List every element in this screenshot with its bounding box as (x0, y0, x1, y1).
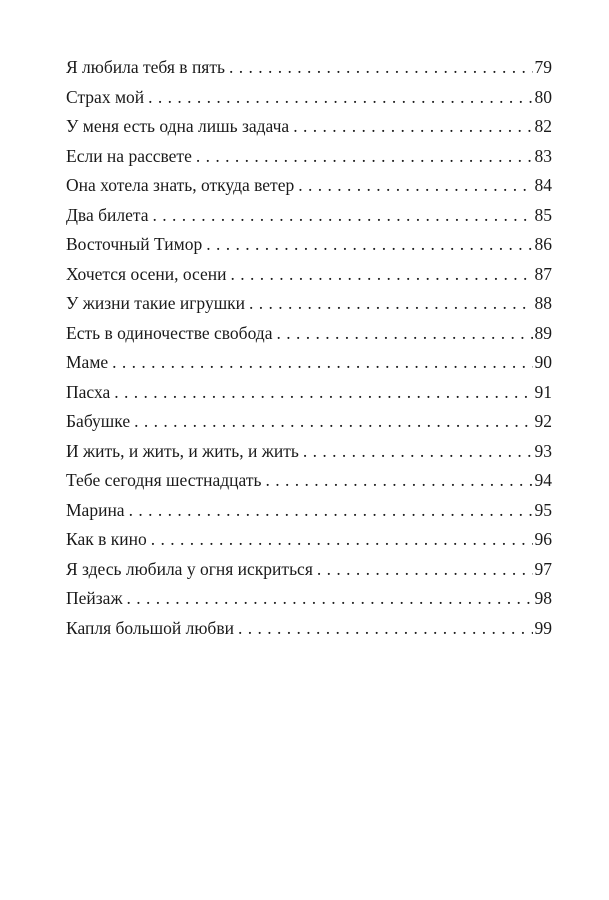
toc-leader-dots (112, 348, 532, 378)
toc-entry-title: Марина (66, 499, 125, 520)
toc-entry (66, 319, 552, 349)
toc-entry-page: 94 (534, 470, 552, 490)
toc-entry-page: 97 (534, 558, 552, 579)
toc-entry-title: Она хотела знать, откуда ветер (66, 175, 295, 195)
toc-entry (66, 112, 552, 142)
toc-entry-page: 86 (534, 234, 552, 254)
toc-entry (66, 555, 552, 585)
toc-entry-page: 88 (534, 293, 552, 313)
toc-entry (66, 407, 552, 437)
toc-entry-page: 93 (534, 440, 552, 461)
toc-entry-title: Пейзаж (66, 588, 123, 608)
toc-leader-dots (206, 230, 532, 260)
toc-entry-title: Есть в одиночестве свобода (66, 322, 273, 343)
toc-entry-title: Тебе сегодня шестнадцать (66, 470, 262, 490)
toc-entry-page: 80 (534, 86, 552, 107)
toc-entry-title: Восточный Тимор (66, 234, 203, 254)
toc-entry (66, 348, 552, 378)
toc-entry-page: 79 (534, 57, 552, 77)
toc-entry (66, 496, 552, 526)
toc-entry (66, 83, 552, 113)
toc-entry-title: У меня есть одна лишь задача (66, 116, 290, 136)
toc-leader-dots (151, 525, 533, 555)
toc-entry-page: 89 (534, 322, 552, 343)
toc-entry-title: Я любила тебя в пять (66, 57, 225, 77)
toc-entry-title: Я здесь любила у огня искриться (66, 558, 313, 579)
toc-entry-page: 84 (534, 175, 552, 195)
toc-leader-dots (298, 171, 532, 201)
toc-entry (66, 437, 552, 467)
toc-entry (66, 378, 552, 408)
toc-entry (66, 53, 552, 83)
toc-entry (66, 525, 552, 555)
toc-leader-dots (196, 142, 533, 172)
toc-entry (66, 584, 552, 614)
toc-leader-dots (303, 437, 533, 467)
toc-entry-page: 83 (534, 145, 552, 166)
toc-leader-dots (317, 555, 533, 585)
toc-entry-title: И жить, и жить, и жить, и жить (66, 440, 299, 461)
toc-entry (66, 289, 552, 319)
toc-entry-title: Капля большой любви (66, 617, 234, 638)
toc-entry-title: Как в кино (66, 529, 147, 549)
toc-entry (66, 230, 552, 260)
toc-entry (66, 201, 552, 231)
toc-entry-page: 95 (534, 499, 552, 520)
toc-leader-dots (229, 53, 533, 83)
toc-entry-title: Если на рассвете (66, 145, 192, 166)
toc-entry (66, 466, 552, 496)
toc-leader-dots (129, 496, 533, 526)
toc-leader-dots (276, 319, 532, 349)
toc-entry-page: 92 (534, 411, 552, 431)
toc-entry-page: 90 (534, 352, 552, 372)
toc-leader-dots (148, 83, 532, 113)
toc-entry (66, 614, 552, 644)
toc-entry-page: 82 (534, 116, 552, 136)
toc-entry (66, 171, 552, 201)
toc-entry-title: Маме (66, 352, 109, 372)
toc-entry (66, 142, 552, 172)
toc-leader-dots (293, 112, 532, 142)
toc-entry-page: 85 (534, 204, 552, 225)
toc-entry-title: У жизни такие игрушки (66, 293, 246, 313)
toc-leader-dots (231, 260, 533, 290)
toc-entry-page: 87 (534, 263, 552, 284)
toc-leader-dots (114, 378, 532, 408)
toc-entry-title: Пасха (66, 381, 111, 402)
toc-entry-page: 96 (534, 529, 552, 549)
toc-leader-dots (127, 584, 533, 614)
toc-entry-title: Страх мой (66, 86, 145, 107)
toc-entry (66, 260, 552, 290)
toc-entry-title: Хочется осени, осени (66, 263, 227, 284)
toc-entry-page: 99 (534, 617, 552, 638)
toc-leader-dots (249, 289, 532, 319)
toc-leader-dots (134, 407, 532, 437)
toc-leader-dots (153, 201, 533, 231)
toc-leader-dots (238, 614, 533, 644)
toc-entry-page: 91 (534, 381, 552, 402)
table-of-contents (66, 53, 552, 643)
toc-entry-page: 98 (534, 588, 552, 608)
toc-entry-title: Два билета (66, 204, 149, 225)
toc-entry-title: Бабушке (66, 411, 131, 431)
toc-leader-dots (265, 466, 532, 496)
